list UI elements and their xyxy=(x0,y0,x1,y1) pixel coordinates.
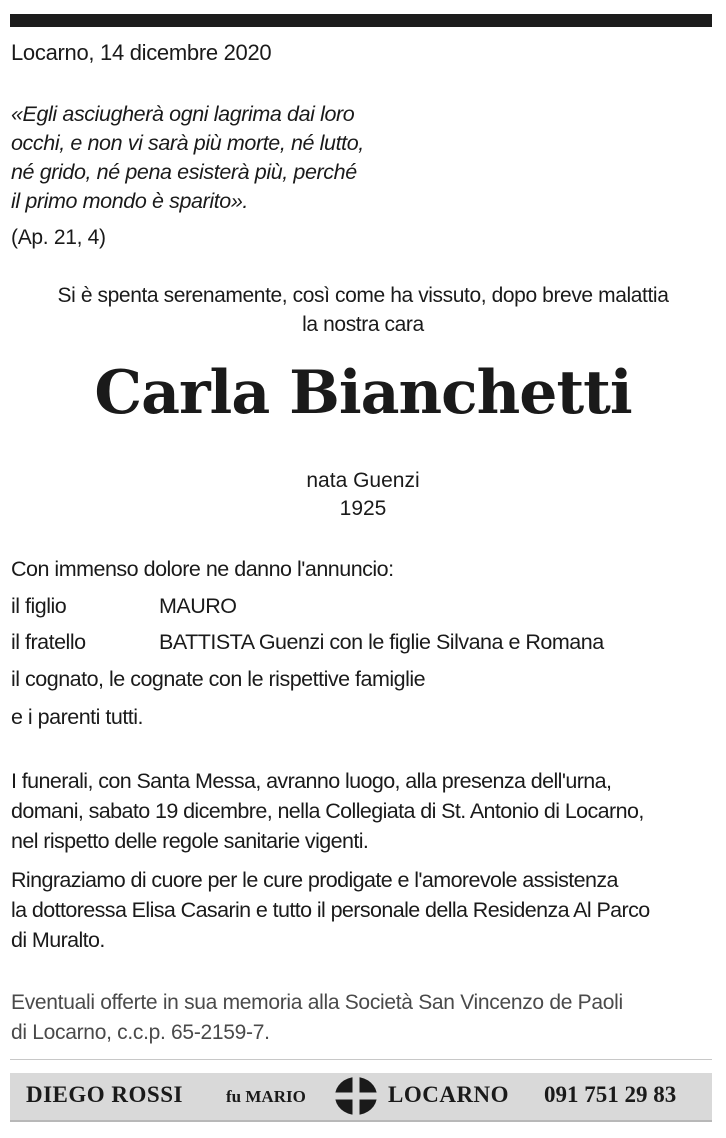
cross-circle-logo-icon xyxy=(333,1075,379,1117)
relative-names: BATTISTA Guenzi con le figlie Silvana e Romana xyxy=(159,630,604,654)
footer-divider xyxy=(10,1059,712,1060)
intro-line-2: la nostra cara xyxy=(302,313,424,336)
maiden-name: nata Guenzi xyxy=(306,469,420,492)
quote-reference: (Ap. 21, 4) xyxy=(11,226,106,249)
funeral-home-footer xyxy=(10,1073,712,1122)
donations-paragraph xyxy=(11,988,623,1048)
company-city: LOCARNO xyxy=(388,1082,510,1107)
thanks-line: la dottoressa Elisa Casarin e tutto il personale della Residenza Al Parco xyxy=(11,898,650,922)
quote-line: «Egli asciugherà ogni lagrima dai loro xyxy=(11,102,355,126)
donations-line: Eventuali offerte in sua memoria alla Società San Vincenzo de Paoli xyxy=(11,991,623,1014)
quote-line: né grido, né pena esisterà più, perché xyxy=(11,160,357,184)
relative-role: il fratello xyxy=(11,630,86,654)
relatives-all-line: e i parenti tutti. xyxy=(11,705,144,729)
thanks-line: Ringraziamo di cuore per le cure prodigate e l'amorevole assistenza xyxy=(11,868,618,892)
company-phone: 091 751 29 83 xyxy=(544,1082,677,1107)
intro-line-1: Si è spenta serenamente, così come ha vissuto, dopo breve malattia xyxy=(57,284,669,307)
bible-quote xyxy=(11,100,364,216)
thanks-paragraph xyxy=(11,865,650,955)
relative-names: MAURO xyxy=(159,594,237,618)
funeral-line: nel rispetto delle regole sanitarie vigenti. xyxy=(11,829,369,853)
deceased-name: Carla Bianchetti xyxy=(94,358,632,428)
relative-role: il figlio xyxy=(11,594,67,618)
quote-line: occhi, e non vi sarà più morte, né lutto, xyxy=(11,131,364,155)
quote-line: il primo mondo è sparito». xyxy=(11,189,248,213)
birth-year: 1925 xyxy=(339,497,387,520)
top-rule xyxy=(10,14,712,27)
place-date: Locarno, 14 dicembre 2020 xyxy=(11,40,272,65)
company-suffix: fu MARIO xyxy=(226,1087,306,1106)
inlaws-line: il cognato, le cognate con le rispettive famiglie xyxy=(11,667,426,691)
funeral-line: I funerali, con Santa Messa, avranno luogo, alla presenza dell'urna, xyxy=(11,769,612,793)
thanks-line: di Muralto. xyxy=(11,928,105,952)
funeral-paragraph xyxy=(11,766,644,856)
announcement-intro: Con immenso dolore ne danno l'annuncio: xyxy=(11,557,394,581)
company-name: DIEGO ROSSI xyxy=(26,1082,183,1107)
donations-line: di Locarno, c.c.p. 65-2159-7. xyxy=(11,1021,270,1044)
funeral-line: domani, sabato 19 dicembre, nella Collegiata di St. Antonio di Locarno, xyxy=(11,799,644,823)
